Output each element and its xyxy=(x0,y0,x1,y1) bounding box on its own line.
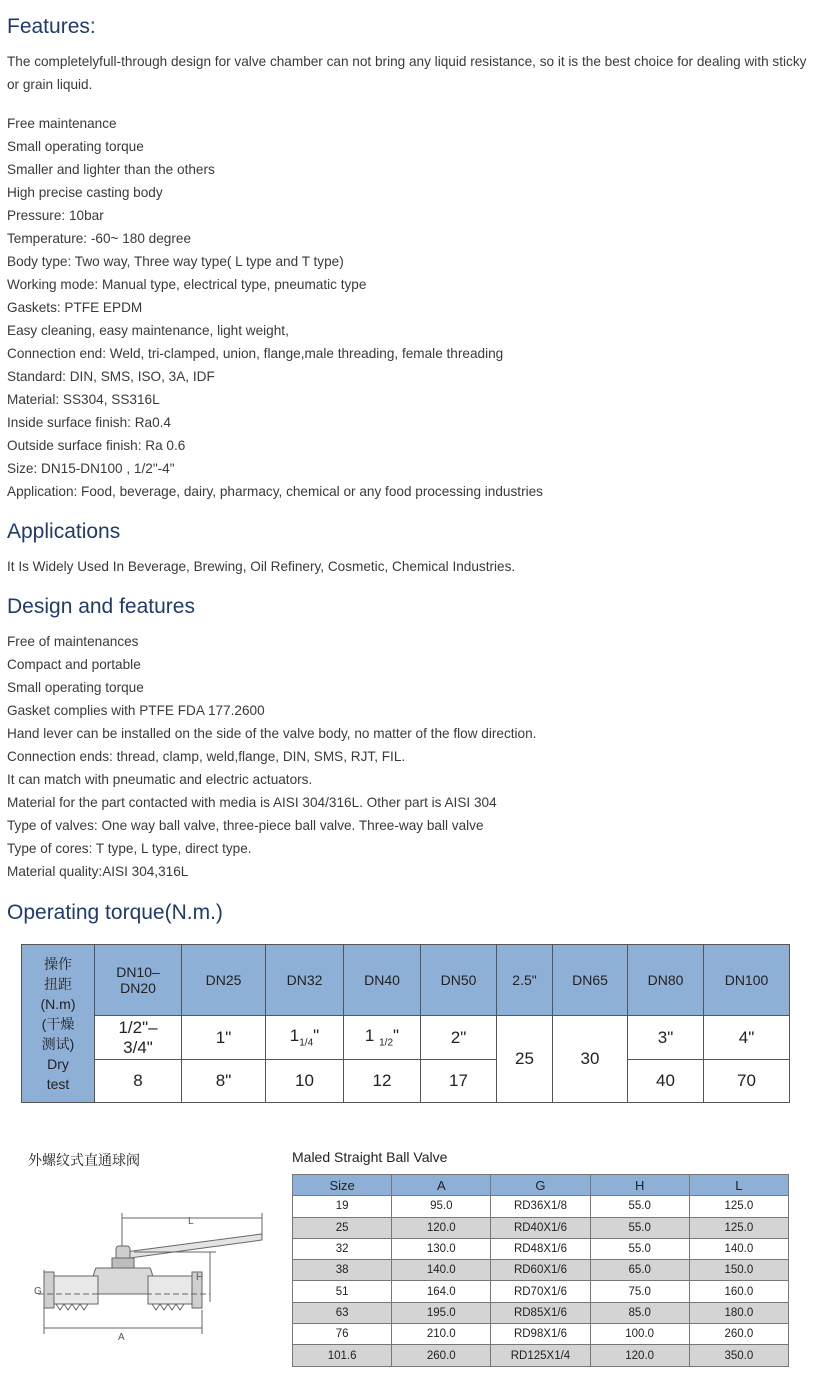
list-item: Free of maintenances xyxy=(7,634,139,649)
dims-cell: 63 xyxy=(293,1302,392,1323)
dims-header-cell: L xyxy=(689,1175,788,1196)
list-item: Small operating torque xyxy=(7,139,144,154)
drawing-caption: 外螺纹式直通球阀 xyxy=(28,1153,140,1169)
torque-table xyxy=(21,944,790,1103)
torque-size-cell: 2" xyxy=(421,1016,497,1059)
dims-cell: 55.0 xyxy=(590,1238,689,1259)
list-item: Hand lever can be installed on the side of the valve body, no matter of the flow direction. xyxy=(7,726,537,741)
list-item: Working mode: Manual type, electrical type, pneumatic type xyxy=(7,277,367,292)
dims-cell: 195.0 xyxy=(392,1302,491,1323)
list-item: Body type: Two way, Three way type( L type and T type) xyxy=(7,254,344,269)
torque-value-cell: 8" xyxy=(182,1059,266,1102)
dims-cell: 65.0 xyxy=(590,1260,689,1281)
torque-value-cell: 17 xyxy=(421,1059,497,1102)
dims-cell: 260.0 xyxy=(689,1324,788,1345)
dims-cell: 75.0 xyxy=(590,1281,689,1302)
dims-cell: 160.0 xyxy=(689,1281,788,1302)
torque-header-cell: DN25 xyxy=(182,945,266,1016)
dims-cell: 76 xyxy=(293,1324,392,1345)
dims-cell: 85.0 xyxy=(590,1302,689,1323)
dims-cell: 125.0 xyxy=(689,1217,788,1238)
torque-header-cell: DN100 xyxy=(704,945,790,1016)
dims-cell: 120.0 xyxy=(392,1217,491,1238)
dims-cell: 350.0 xyxy=(689,1345,788,1366)
list-item: Small operating torque xyxy=(7,680,144,695)
dims-cell: 25 xyxy=(293,1217,392,1238)
dims-table xyxy=(292,1174,789,1367)
dims-caption: Maled Straight Ball Valve xyxy=(292,1149,448,1165)
list-item: Material quality:AISI 304,316L xyxy=(7,864,189,879)
dims-header-cell: H xyxy=(590,1175,689,1196)
torque-size-cell: 1 $_{1/2}$" xyxy=(344,1016,421,1059)
list-item: It can match with pneumatic and electric actuators. xyxy=(7,772,313,787)
drawing-label-l: L xyxy=(188,1216,194,1227)
drawing-label-g: G xyxy=(34,1286,42,1297)
torque-value-row xyxy=(22,1059,790,1102)
dims-cell: RD36X1/8 xyxy=(491,1196,590,1217)
dims-cell: RD60X1/6 xyxy=(491,1260,590,1281)
list-item: Type of valves: One way ball valve, three-piece ball valve. Three-way ball valve xyxy=(7,818,484,833)
list-item: Application: Food, beverage, dairy, pharmacy, chemical or any food processing industries xyxy=(7,484,543,499)
dims-row xyxy=(293,1324,789,1345)
features-intro: The completelyfull-through design for valve chamber can not bring any liquid resistance, so it is the best choice for dealing with sticky or grain liquid. xyxy=(7,54,807,92)
list-item: Outside surface finish: Ra 0.6 xyxy=(7,438,186,453)
list-item: Type of cores: T type, L type, direct type. xyxy=(7,841,252,856)
dims-header-cell: A xyxy=(392,1175,491,1196)
torque-value-cell: 8 xyxy=(95,1059,182,1102)
list-item: Gasket complies with PTFE FDA 177.2600 xyxy=(7,703,265,718)
dims-cell: RD70X1/6 xyxy=(491,1281,590,1302)
list-item: Smaller and lighter than the others xyxy=(7,162,215,177)
valve-drawing xyxy=(30,1210,270,1360)
torque-corner-line: 扭距 xyxy=(44,975,72,992)
dims-cell: 101.6 xyxy=(293,1345,392,1366)
dims-cell: 32 xyxy=(293,1238,392,1259)
dims-cell: 95.0 xyxy=(392,1196,491,1217)
list-item: Connection end: Weld, tri-clamped, union, flange,male threading, female threading xyxy=(7,346,504,361)
torque-size-cell: 1/2"– 3/4" xyxy=(95,1016,182,1059)
dims-cell: 210.0 xyxy=(392,1324,491,1345)
torque-header-cell: 2.5" xyxy=(497,945,553,1016)
dims-row xyxy=(293,1217,789,1238)
torque-size-cell: 3" xyxy=(628,1016,704,1059)
torque-value-cell: 40 xyxy=(628,1059,704,1102)
torque-size-row xyxy=(22,1016,790,1059)
torque-header-cell: DN32 xyxy=(266,945,344,1016)
dims-cell: 150.0 xyxy=(689,1260,788,1281)
dims-cell: RD98X1/6 xyxy=(491,1324,590,1345)
torque-heading: Operating torque(N.m.) xyxy=(7,901,223,924)
torque-corner-line: test xyxy=(46,1075,70,1092)
dims-cell: 260.0 xyxy=(392,1345,491,1366)
torque-header-cell: DN40 xyxy=(344,945,421,1016)
dims-cell: RD40X1/6 xyxy=(491,1217,590,1238)
torque-value-cell: 10 xyxy=(266,1059,344,1102)
dims-cell: 19 xyxy=(293,1196,392,1217)
list-item: Material for the part contacted with media is AISI 304/316L. Other part is AISI 304 xyxy=(7,795,497,810)
torque-header-cell: DN50 xyxy=(421,945,497,1016)
torque-header-row xyxy=(22,945,790,1016)
dims-row xyxy=(293,1238,789,1259)
list-item: Pressure: 10bar xyxy=(7,208,104,223)
list-item: High precise casting body xyxy=(7,185,163,200)
torque-corner-line: (N.m) xyxy=(40,995,76,1012)
torque-merged-cell: 30 xyxy=(553,1016,628,1103)
dims-cell: 120.0 xyxy=(590,1345,689,1366)
torque-corner-line: 测试) xyxy=(41,1035,75,1052)
dims-cell: RD125X1/4 xyxy=(491,1345,590,1366)
torque-header-cell: DN65 xyxy=(553,945,628,1016)
list-item: Material: SS304, SS316L xyxy=(7,392,160,407)
dims-header-row xyxy=(293,1175,789,1196)
list-item: Free maintenance xyxy=(7,116,117,131)
dims-cell: RD48X1/6 xyxy=(491,1238,590,1259)
dims-cell: 55.0 xyxy=(590,1196,689,1217)
list-item: Connection ends: thread, clamp, weld,flange, DIN, SMS, RJT, FIL. xyxy=(7,749,406,764)
dims-cell: 100.0 xyxy=(590,1324,689,1345)
torque-corner-line: (干燥 xyxy=(41,1015,75,1032)
valve-body xyxy=(93,1268,153,1294)
torque-size-cell: 4" xyxy=(704,1016,790,1059)
applications-text: It Is Widely Used In Beverage, Brewing, Oil Refinery, Cosmetic, Chemical Industries. xyxy=(7,559,516,574)
design-heading: Design and features xyxy=(7,595,195,618)
dims-cell: 130.0 xyxy=(392,1238,491,1259)
dims-cell: 51 xyxy=(293,1281,392,1302)
torque-corner-cell xyxy=(22,945,95,1103)
drawing-label-a: A xyxy=(118,1332,125,1343)
drawing-label-h: H xyxy=(196,1272,204,1283)
list-item: Standard: DIN, SMS, ISO, 3A, IDF xyxy=(7,369,215,384)
dims-row xyxy=(293,1302,789,1323)
torque-corner-line: Dry xyxy=(47,1055,69,1072)
dims-row xyxy=(293,1345,789,1366)
dims-row xyxy=(293,1260,789,1281)
dims-cell: 140.0 xyxy=(392,1260,491,1281)
list-item: Easy cleaning, easy maintenance, light weight, xyxy=(7,323,289,338)
features-list xyxy=(7,112,543,503)
features-heading: Features: xyxy=(7,15,96,38)
torque-header-cell: DN10– DN20 xyxy=(95,945,182,1016)
applications-heading: Applications xyxy=(7,520,121,543)
list-item: Temperature: -60~ 180 degree xyxy=(7,231,192,246)
dims-row xyxy=(293,1196,789,1217)
dims-cell: 164.0 xyxy=(392,1281,491,1302)
torque-merged-cell: 25 xyxy=(497,1016,553,1103)
torque-size-cell: $1_{1/4}$" xyxy=(266,1016,344,1059)
list-item: Compact and portable xyxy=(7,657,141,672)
dims-header-cell: G xyxy=(491,1175,590,1196)
torque-value-cell: 12 xyxy=(344,1059,421,1102)
dims-cell: 125.0 xyxy=(689,1196,788,1217)
dims-cell: 38 xyxy=(293,1260,392,1281)
dims-cell: RD85X1/6 xyxy=(491,1302,590,1323)
dims-cell: 180.0 xyxy=(689,1302,788,1323)
dims-cell: 140.0 xyxy=(689,1238,788,1259)
dims-header-cell: Size xyxy=(293,1175,392,1196)
torque-size-cell: 1" xyxy=(182,1016,266,1059)
dims-row xyxy=(293,1281,789,1302)
list-item: Inside surface finish: Ra0.4 xyxy=(7,415,171,430)
list-item: Size: DN15-DN100 , 1/2"-4" xyxy=(7,461,175,476)
valve-handle xyxy=(125,1234,262,1258)
torque-header-cell: DN80 xyxy=(628,945,704,1016)
torque-value-cell: 70 xyxy=(704,1059,790,1102)
torque-corner-line: 操作 xyxy=(44,955,72,972)
dims-cell: 55.0 xyxy=(590,1217,689,1238)
design-list xyxy=(7,630,536,883)
list-item: Gaskets: PTFE EPDM xyxy=(7,300,143,315)
